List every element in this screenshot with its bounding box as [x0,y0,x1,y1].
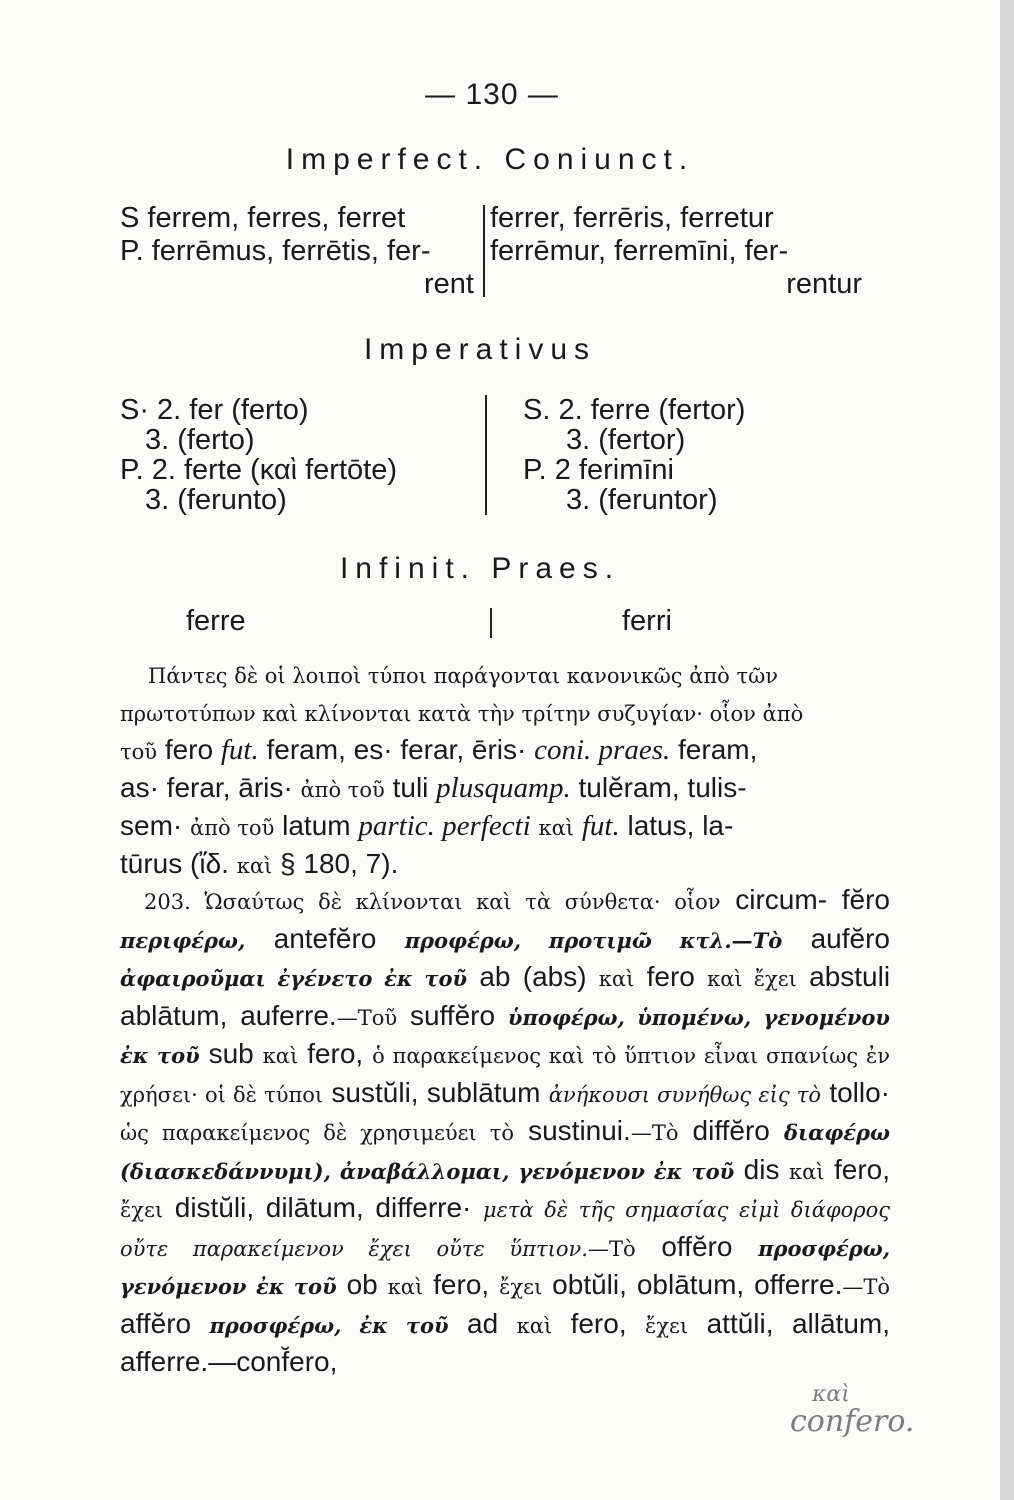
s203-greek: 203. Ὡσαύτως δὲ κλίνονται καὶ τὰ σύνθετα· οἷον [144,890,721,914]
s203-greek: διαφέρω (διασκεδάννυμι), ἀναβάλλομαι, γενόμενον ἐκ τοῦ [120,1120,891,1184]
s203-latin: fĕro [841,884,890,915]
para1-abbrev: partic. perfecti [358,810,531,842]
s203-greek: ἔχει [645,1313,689,1338]
para1-text: ἀπὸ τοῦ [300,778,385,802]
s203-latin: sustinui. [528,1115,631,1146]
s203-latin: fero, [433,1269,490,1300]
s203-greek: προφέρω, προτιμῶ κτλ.—Τὸ [404,927,783,953]
s203-latin: suffĕro [409,999,496,1031]
s203-greek: ἔχει [499,1275,543,1299]
page-number: — 130 — [425,78,559,111]
para1-abbrev: plusquamp. [436,772,571,804]
para1-abbrev: fut. [581,810,620,842]
handwritten-note-bottom: confero. [790,1404,915,1439]
para1-text: τοῦ [120,740,158,764]
para1-latin: tulĕram, tulis- [578,772,747,803]
para1-abbrev: coni. praes. [534,734,671,766]
s203-latin: distŭli, dilātum, differre· [174,1192,472,1223]
para1-abbrev: fut. [220,734,259,766]
s203-greek: —Τοῦ [336,1005,398,1030]
s203-latin: attŭli, allātum, afferre. [120,1307,890,1377]
page-edge [1000,0,1014,1500]
imperative-divider [485,395,487,515]
handwritten-note-top: καὶ [812,1382,850,1407]
s203-greek: —Τὸ [842,1275,891,1299]
para1-latin: tūrus (ἴδ. [120,848,229,879]
para1-latin: latum [282,810,351,841]
para1-latin: latus, la- [627,810,734,841]
s203-greek: ὁ παρακείμενος καὶ τὸ ὕπτιον εἶναι σπανίως ἐν χρήσει· οἱ δὲ τύποι [120,1044,891,1107]
s203-greek: καὶ ἔχει [707,967,797,991]
section-203 [120,882,890,1381]
imperative-heading: Imperativus [363,333,597,366]
s203-greek: καὶ [788,1159,825,1184]
para1-line1: Πάντες δὲ οἱ λοιποὶ τύποι παράγονται κανονικῶς ἀπὸ τῶν [148,664,778,688]
s203-greek: —Τὸ [630,1121,679,1145]
s203-latin: sustŭli, sublātum [331,1076,541,1108]
s203-greek: καὶ [262,1044,299,1068]
s203-latin: obtŭli, oblātum, offerre. [552,1269,843,1300]
s203-latin: fero, [307,1038,364,1069]
s203-latin: tollo· [829,1076,891,1108]
s203-latin: ad [467,1307,499,1339]
s203-greek: καὶ [387,1275,424,1299]
para1-text: ἀπὸ τοῦ [190,816,275,840]
para1-latin: as· ferar, āris· [120,772,293,803]
imperfect-active-line-2: P. ferrēmus, ferrētis, fer- [120,235,431,267]
s203-greek: προσφέρω, γενόμενον ἐκ τοῦ [120,1235,891,1299]
infinitive-divider [490,608,492,638]
para1-text: καὶ [538,816,575,840]
s203-latin: dis [743,1153,780,1185]
s203-latin: aufĕro [810,922,891,954]
s203-latin: fero, [570,1307,627,1339]
para1-latin: feram, [678,734,758,765]
s203-greek: προσφέρω, ἐκ τοῦ [209,1312,449,1338]
imperative-active-line-1: S· 2. fer (ferto) [120,394,309,426]
s203-latin: affĕro [120,1307,192,1339]
s203-latin: abstuli ablātum, auferre. [120,961,891,1031]
s203-greek: περιφέρω, [120,927,246,953]
s203-greek: ὑποφέρω, ὑπομένω, γενομένου ἐκ τοῦ [120,1004,891,1068]
para1-line2: πρωτοτύπων καὶ κλίνονται κατὰ τὴν τρίτην συζυγίαν· οἷον ἀπὸ [120,702,804,726]
para1-latin: fero [164,734,214,765]
s203-latin: fero, [834,1153,891,1185]
infinitive-active: ferre [186,605,246,637]
s203-latin: diffĕro [692,1115,770,1146]
imperfect-passive-line-1: ferrer, ferrēris, ferretur [490,202,774,234]
infinitive-passive: ferri [622,605,672,637]
imperfect-passive-line-2: ferrēmur, ferremīni, fer- [490,235,789,267]
s203-latin: ob [346,1269,378,1300]
s203-greek: ἔχει [120,1198,164,1222]
s203-latin: offĕro [661,1230,733,1262]
s203-latin: ab (abs) [479,961,587,992]
imperative-passive-line-3: P. 2 ferimīni [523,454,674,486]
s203-greek: μετὰ δὲ τῆς σημασίας εἰμὶ διάφορος οὔτε παρακείμενον ἔχει οὔτε ὕπτιον. [120,1198,891,1261]
s203-greek: —Τὸ [587,1236,636,1261]
s203-greek: καὶ [516,1313,553,1338]
s203-latin: —conf̆ero, [208,1346,338,1377]
para1-latin: feram, es· ferar, ēris· [266,734,527,765]
imperative-passive-line-4: 3. (feruntor) [566,484,718,516]
imperfect-active-line-3: rent [424,268,474,300]
para1-reference: § 180, 7). [280,848,399,879]
imperative-passive-line-1: S. 2. ferre (fertor) [523,394,746,426]
imperative-active-line-2: 3. (ferto) [145,424,255,456]
s203-latin: circum- [735,884,828,915]
s203-latin: antefĕro [273,922,377,954]
para1-latin: sem· [120,810,183,841]
imperfect-divider [483,205,485,297]
imperative-active-line-3: P. 2. ferte (καὶ fertōte) [120,454,397,486]
imperative-passive-line-2: 3. (fertor) [566,424,686,456]
paragraph-derived-forms [120,656,890,884]
imperfect-active-line-1: S ferrem, ferres, ferret [120,202,406,234]
s203-greek: ὡς παρακείμενος δὲ χρησιμεύει τὸ [120,1121,515,1145]
s203-greek: ἀφαιροῦμαι ἐγένετο ἐκ τοῦ [120,966,468,991]
para1-latin: tuli [392,772,429,803]
s203-latin: fero [646,961,695,992]
imperative-active-line-4: 3. (ferunto) [145,484,287,516]
s203-greek: ἀνήκουσι συνήθως εἰς τὸ [548,1082,822,1107]
para1-text: καὶ [236,854,273,878]
s203-greek: καὶ [598,967,635,991]
infinitive-heading: Infinit. Praes. [339,552,621,585]
imperfect-heading: Imperfect. Coniunct. [285,143,695,176]
imperfect-passive-line-3: rentur [786,268,862,300]
s203-latin: sub [208,1038,254,1069]
